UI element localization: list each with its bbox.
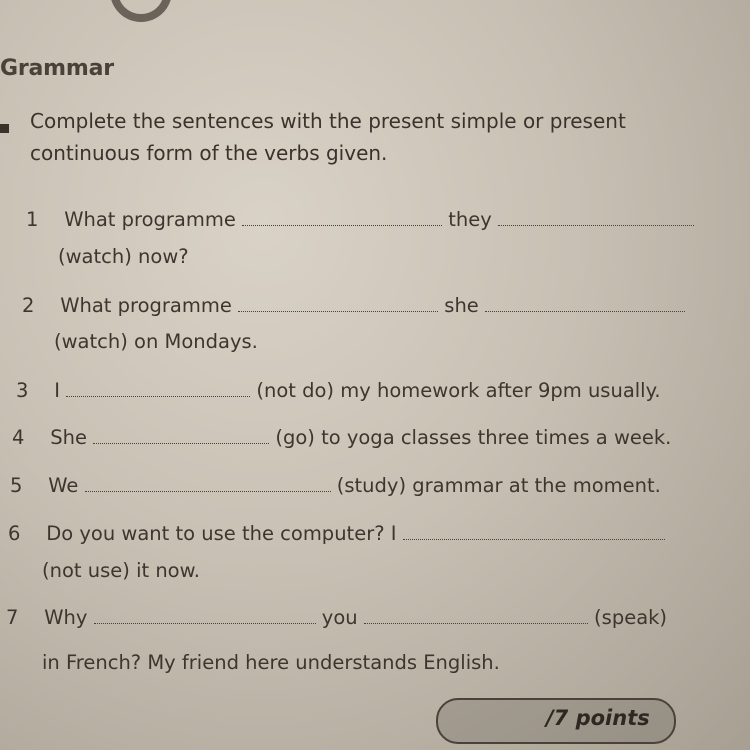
answer-blank[interactable] [66,378,250,397]
item-text: (study) grammar at the moment. [336,474,661,497]
sentence-item-7 [6,605,667,629]
item-text: they [448,208,492,231]
answer-blank[interactable] [242,207,442,226]
item-number: 4 [12,426,25,449]
item-number: 2 [22,294,35,317]
item-text: (go) to yoga classes three times a week. [275,426,672,449]
answer-blank[interactable] [485,293,685,312]
answer-blank[interactable] [403,521,665,540]
item-text: I [54,379,60,402]
item-number: 1 [26,208,39,231]
sentence-item-6 [8,521,665,545]
sentence-item-1 [26,207,694,231]
item-continuation: in French? My friend here understands English. [42,651,500,674]
item-continuation: (not use) it now. [42,559,200,582]
exercise-instruction [30,105,690,169]
item-text: What programme [64,208,236,231]
item-text: Why [44,606,88,629]
item-text: (not do) my homework after 9pm usually. [256,379,661,402]
sentence-item-5 [10,473,661,497]
item-text: (speak) [594,606,668,629]
item-text: What programme [60,294,232,317]
item-text: she [444,294,479,317]
sentence-item-2 [22,293,685,317]
answer-blank[interactable] [94,605,316,624]
instruction-line-2: continuous form of the verbs given. [30,141,388,165]
item-continuation: (watch) now? [58,245,189,268]
item-number: 6 [8,522,21,545]
score-label: /7 points [546,706,650,730]
answer-blank[interactable] [498,207,694,226]
item-number: 7 [6,606,19,629]
item-text: you [321,606,358,629]
exercise-marker [0,124,9,133]
item-text: She [50,426,87,449]
unit-number-graphic [110,0,172,22]
sentence-item-3 [16,378,661,402]
answer-blank[interactable] [85,473,331,492]
item-number: 5 [10,474,23,497]
sentence-item-4 [12,425,671,449]
answer-blank[interactable] [238,293,438,312]
item-text: Do you want to use the computer? I [46,522,397,545]
section-title: Grammar [0,56,114,81]
item-continuation: (watch) on Mondays. [54,330,258,353]
item-text: We [48,474,79,497]
instruction-line-1: Complete the sentences with the present simple or present [30,109,626,133]
item-number: 3 [16,379,29,402]
answer-blank[interactable] [93,425,269,444]
answer-blank[interactable] [364,605,588,624]
